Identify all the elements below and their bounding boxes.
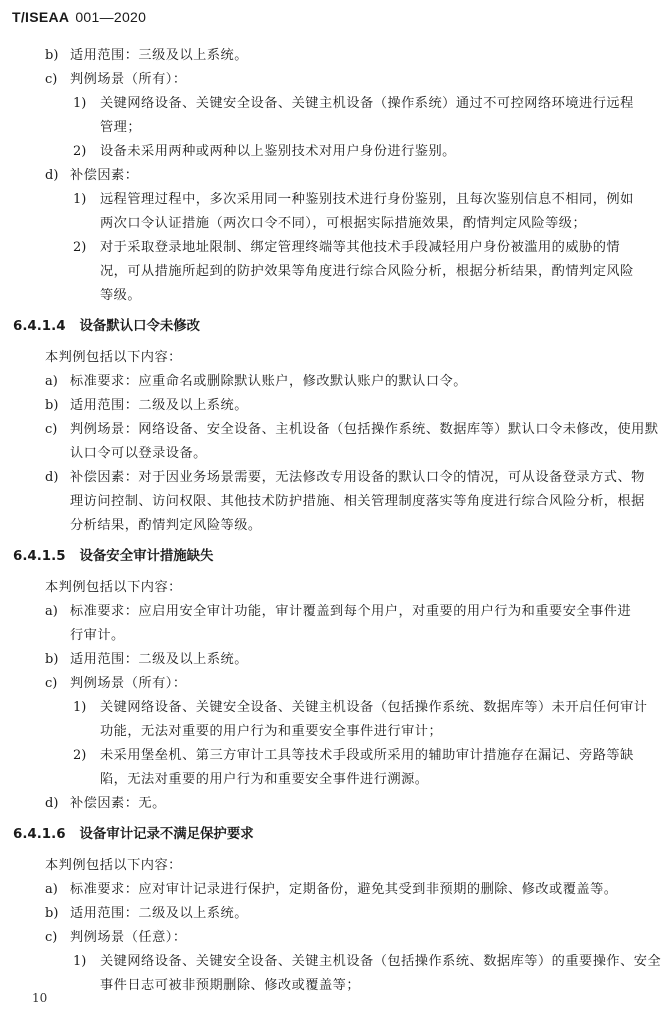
list-item-text: 补偿因素： — [70, 168, 139, 183]
section-heading — [13, 826, 254, 844]
list-marker: c) — [45, 72, 58, 87]
list-item-text: 理访问控制、访问权限、其他技术防护措施、相关管理制度落实等角度进行综合风险分析，根据 — [70, 494, 645, 509]
section-title: 设备安全审计措施缺失 — [79, 549, 214, 564]
list-item-text: 判例场景（任意）： — [70, 930, 187, 945]
section-number: 6.4.1.5 — [13, 549, 66, 564]
list-item-text: 管理； — [100, 120, 142, 135]
list-item-text: 关键网络设备、关键安全设备、关键主机设备（操作系统）通过不可控网络环境进行远程 — [100, 96, 634, 111]
list-item-text: 功能，无法对重要的用户行为和重要安全事件进行审计； — [100, 724, 443, 739]
list-item-text: 适用范围：三级及以上系统。 — [70, 48, 248, 63]
list-item-text: 标准要求：应启用安全审计功能，审计覆盖到每个用户，对重要的用户行为和重要安全事件进 — [70, 604, 632, 619]
section-number: 6.4.1.4 — [13, 319, 66, 334]
list-marker: d) — [45, 168, 59, 183]
intro-text: 本判例包括以下内容： — [45, 858, 182, 873]
section-number: 6.4.1.6 — [13, 827, 66, 842]
list-item-text: 未采用堡垒机、第三方审计工具等技术手段或所采用的辅助审计措施存在漏记、旁路等缺 — [100, 748, 634, 763]
list-item-text: 标准要求：应对审计记录进行保护，定期备份，避免其受到非预期的删除、修改或覆盖等。 — [70, 882, 618, 897]
list-item-text: 等级。 — [100, 288, 142, 303]
list-item-text: 远程管理过程中，多次采用同一种鉴别技术进行身份鉴别，且每次鉴别信息不相同，例如 — [100, 192, 634, 207]
list-marker: c) — [45, 676, 58, 691]
list-marker: c) — [45, 930, 58, 945]
list-item-text: 判例场景（所有）： — [70, 676, 187, 691]
list-item-text: 判例场景（所有）： — [70, 72, 187, 87]
list-marker: 2) — [73, 748, 87, 763]
list-item-text: 行审计。 — [70, 628, 125, 643]
list-marker: d) — [45, 470, 59, 485]
intro-text: 本判例包括以下内容： — [45, 350, 182, 365]
list-item-text: 关键网络设备、关键安全设备、关键主机设备（包括操作系统、数据库等）的重要操作、安全 — [100, 954, 662, 969]
list-item-text: 况，可从措施所起到的防护效果等角度进行综合风险分析，根据分析结果，酌情判定风险 — [100, 264, 634, 279]
list-marker: b) — [45, 906, 59, 921]
list-item-text: 认口令可以登录设备。 — [70, 446, 207, 461]
section-title: 设备默认口令未修改 — [79, 319, 201, 334]
header-number: 001—2020 — [75, 9, 147, 25]
intro-text: 本判例包括以下内容： — [45, 580, 182, 595]
list-item-text: 标准要求：应重命名或删除默认账户，修改默认账户的默认口令。 — [70, 374, 467, 389]
list-item-text: 分析结果，酌情判定风险等级。 — [70, 518, 262, 533]
section-title: 设备审计记录不满足保护要求 — [79, 827, 254, 842]
list-item-text: 关键网络设备、关键安全设备、关键主机设备（包括操作系统、数据库等）未开启任何审计 — [100, 700, 648, 715]
list-item-text: 适用范围：二级及以上系统。 — [70, 398, 248, 413]
list-marker: a) — [45, 882, 58, 897]
list-marker: c) — [45, 422, 58, 437]
list-marker: b) — [45, 48, 59, 63]
list-marker: 1) — [73, 96, 87, 111]
list-item-text: 设备未采用两种或两种以上鉴别技术对用户身份进行鉴别。 — [100, 144, 456, 159]
list-marker: 1) — [73, 700, 87, 715]
list-marker: 1) — [73, 954, 87, 969]
list-item-text: 对于采取登录地址限制、绑定管理终端等其他技术手段减轻用户身份被滥用的威胁的情 — [100, 240, 621, 255]
list-marker: 2) — [73, 240, 87, 255]
list-marker: b) — [45, 652, 59, 667]
list-item-text: 补偿因素：无。 — [70, 796, 166, 811]
list-item-text: 补偿因素：对于因业务场景需要，无法修改专用设备的默认口令的情况，可从设备登录方式、物 — [70, 470, 645, 485]
list-marker: a) — [45, 374, 58, 389]
page-number: 10 — [32, 991, 48, 1005]
list-marker: b) — [45, 398, 59, 413]
list-item-text: 陷，无法对重要的用户行为和重要安全事件进行溯源。 — [100, 772, 429, 787]
list-item-text: 事件日志可被非预期删除、修改或覆盖等； — [100, 978, 361, 993]
section-heading — [13, 548, 213, 566]
list-marker: a) — [45, 604, 58, 619]
list-item-text: 两次口令认证措施（两次口令不同），可根据实际措施效果，酌情判定风险等级； — [100, 216, 587, 231]
list-item-text: 适用范围：二级及以上系统。 — [70, 906, 248, 921]
section-heading — [13, 318, 200, 336]
list-marker: d) — [45, 796, 59, 811]
list-marker: 2) — [73, 144, 87, 159]
list-item-text: 适用范围：二级及以上系统。 — [70, 652, 248, 667]
document-header — [12, 9, 146, 25]
list-marker: 1) — [73, 192, 87, 207]
header-org: T/ISEAA — [12, 9, 70, 25]
list-item-text: 判例场景：网络设备、安全设备、主机设备（包括操作系统、数据库等）默认口令未修改，使用默 — [70, 422, 659, 437]
